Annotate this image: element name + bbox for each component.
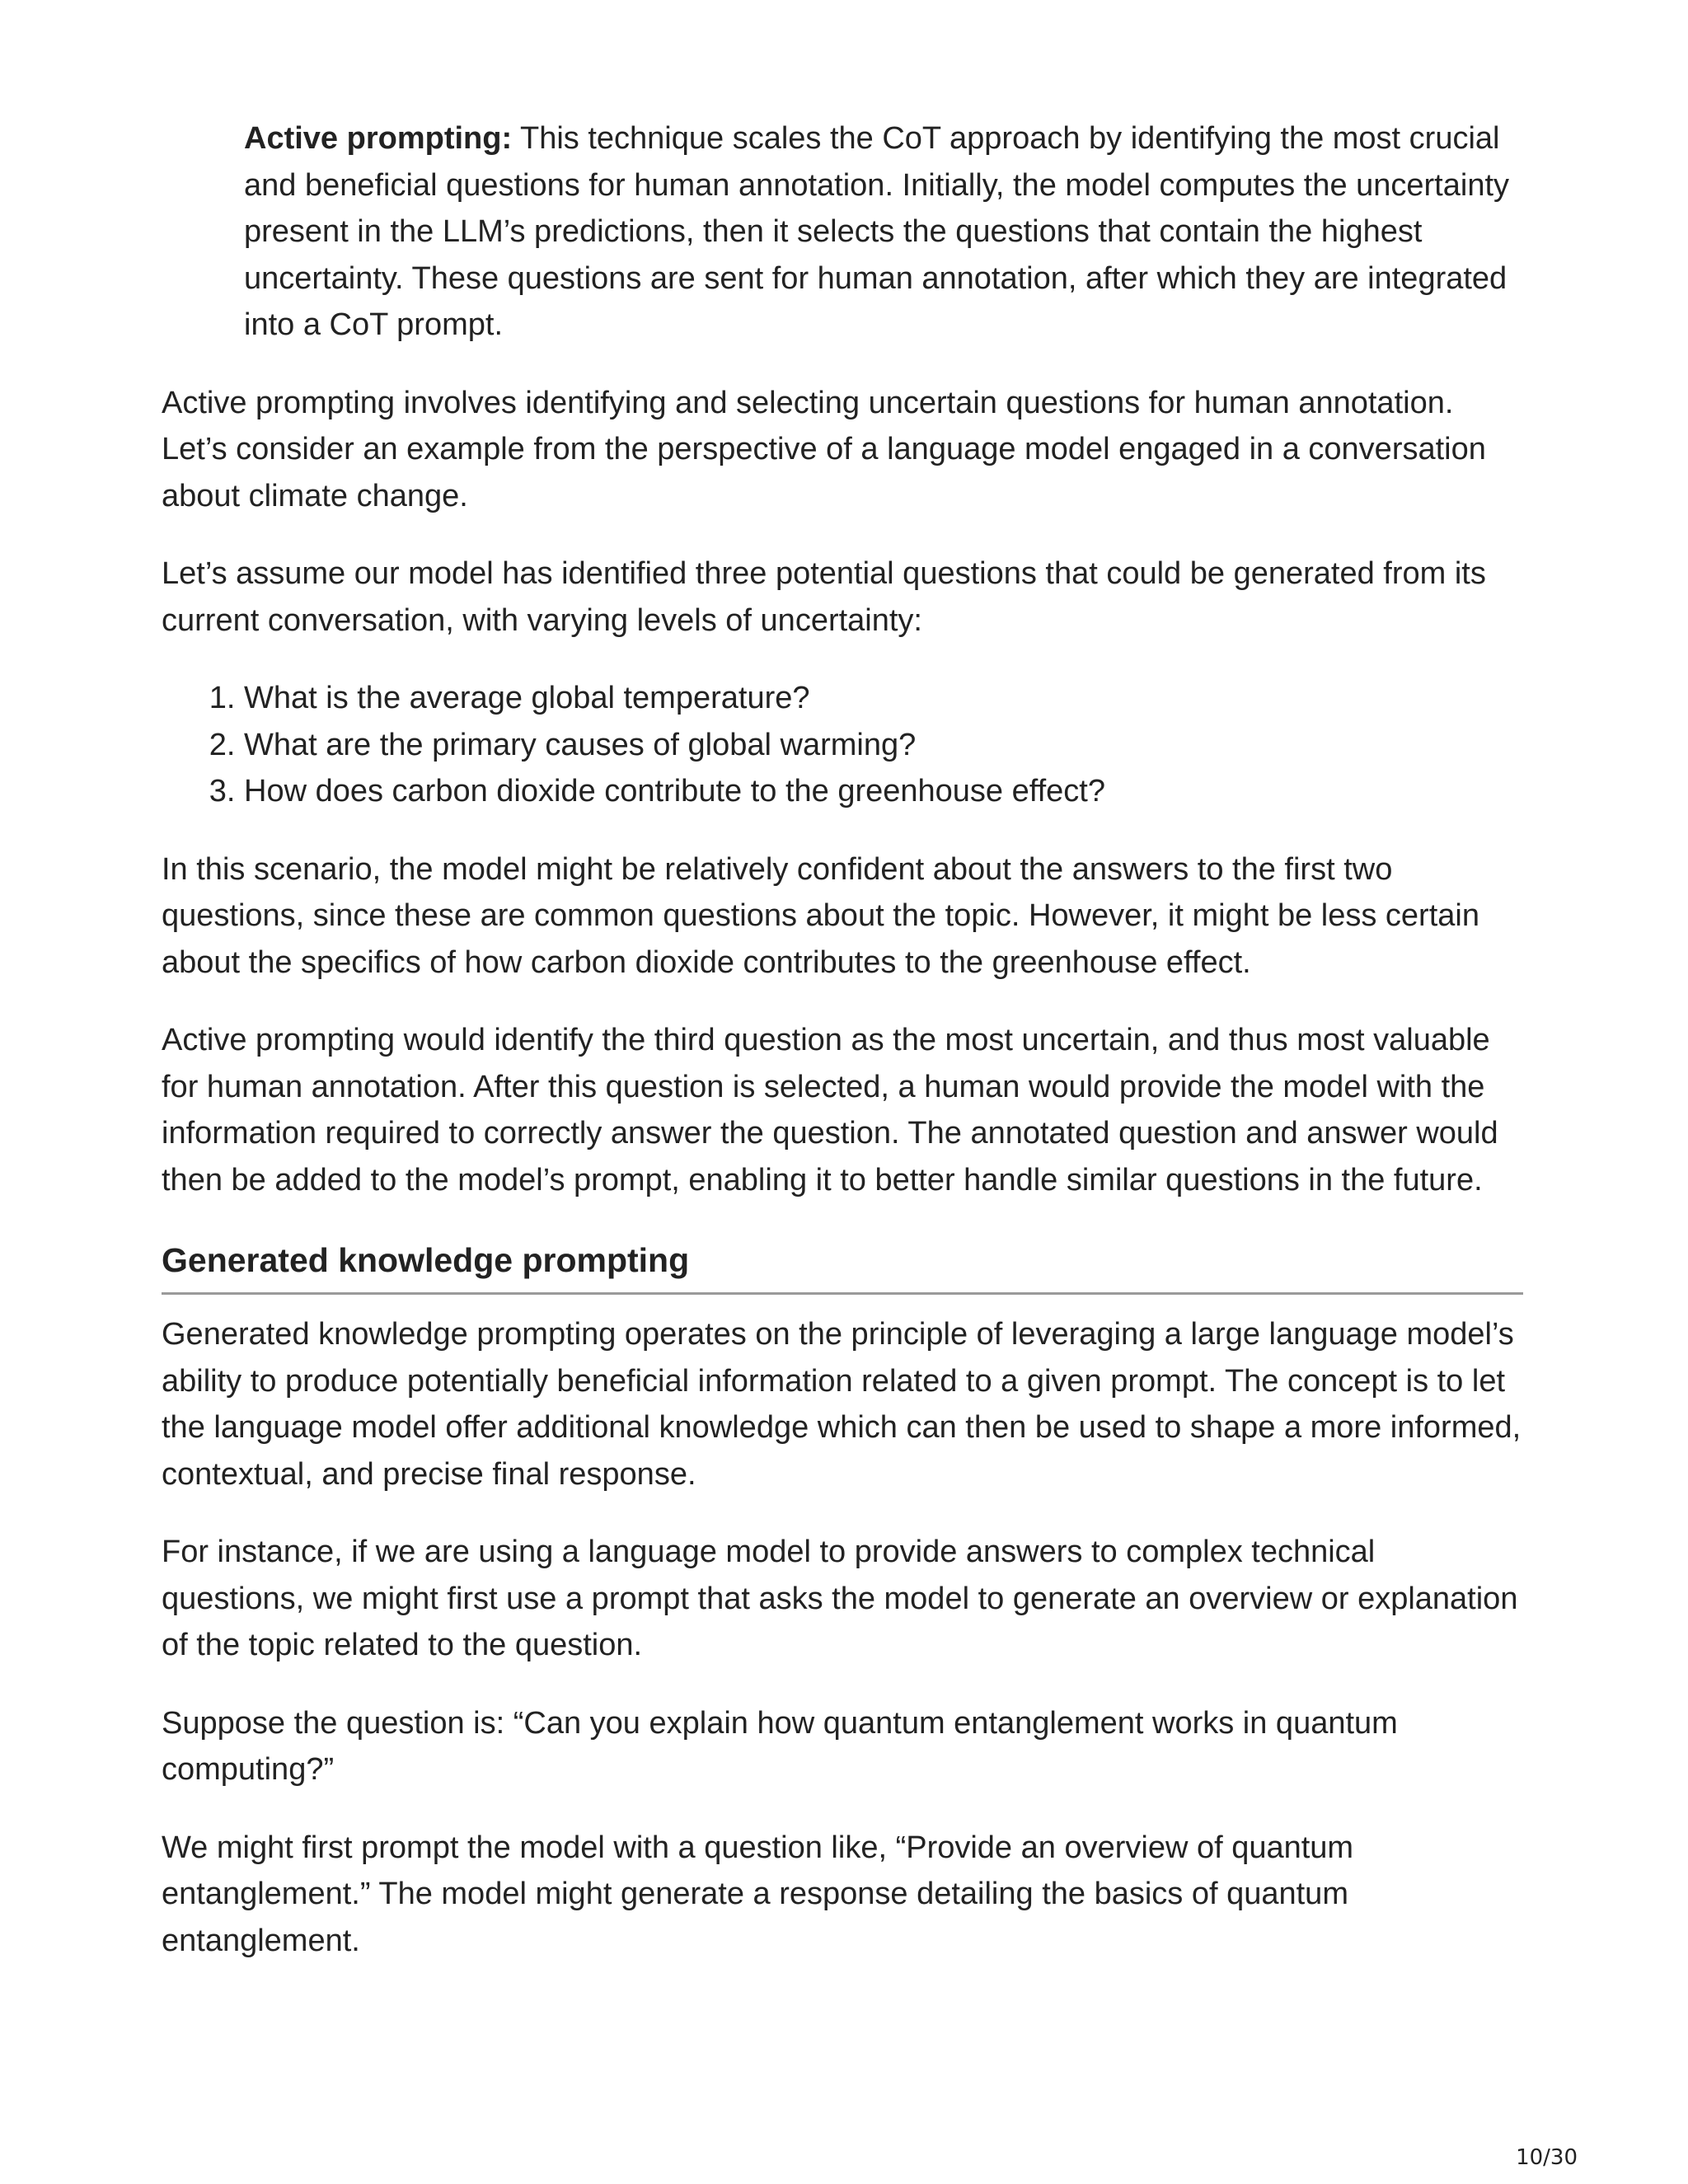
definition-text: This technique scales the CoT approach by identifying the most crucial and beneficial questions for human annotation. Initially, the model computes the uncertainty present in the LLM’s predictions, then it selects the questions that contain the highest uncertainty. These questions are sent for human annotation, after which they are integrated into a CoT prompt. (244, 121, 1510, 342)
paragraph: Active prompting involves identifying and selecting uncertain questions for human annotation. Let’s consider an example from the perspective of a language model engaged in a conversation about climate change. (162, 385, 1486, 513)
question-item: 3. How does carbon dioxide contribute to the greenhouse effect? (244, 768, 1523, 815)
page-number: 10/30 (1516, 2145, 1578, 2170)
paragraph: Let’s assume our model has identified three potential questions that could be generated from its current conversation, with varying levels of uncertainty: (162, 556, 1486, 638)
paragraph: Active prompting would identify the third question as the most uncertain, and thus most valuable for human annotation. After this question is selected, a human would provide the model with the information required to correctly answer the question. The annotated question and answer would then be added to the model’s prompt, enabling it to better handle similar questions in the future. (162, 1023, 1498, 1197)
paragraph: In this scenario, the model might be relatively confident about the answers to the first two questions, since these are common questions about the topic. However, it might be less certain about the specifics of how carbon dioxide contributes to the greenhouse effect. (162, 851, 1479, 980)
definition-paragraph (244, 115, 1523, 349)
question-item: 1. What is the average global temperature? (244, 675, 1523, 722)
paragraph: We might first prompt the model with a question like, “Provide an overview of quantum entanglement.” The model might generate a response detailing the basics of quantum entanglement. (162, 1830, 1354, 1958)
question-item: 2. What are the primary causes of global warming? (244, 722, 1523, 769)
paragraph: Suppose the question is: “Can you explain how quantum entanglement works in quantum computing?” (162, 1705, 1398, 1787)
section-heading: Generated knowledge prompting (162, 1235, 1523, 1295)
paragraph: For instance, if we are using a language model to provide answers to complex technical questions, we might first use a prompt that asks the model to generate an overview or explanation of the topic related to the question. (162, 1535, 1518, 1662)
question-list (162, 675, 1523, 815)
paragraph: Generated knowledge prompting operates on the principle of leveraging a large language model’s ability to produce potentially beneficial information related to a given prompt. The concept is to let the language model offer additional knowledge which can then be used to shape a more informed, contextual, and precise final response. (162, 1317, 1522, 1492)
document-content (162, 115, 1523, 1995)
definition-term: Active prompting: (244, 121, 513, 156)
